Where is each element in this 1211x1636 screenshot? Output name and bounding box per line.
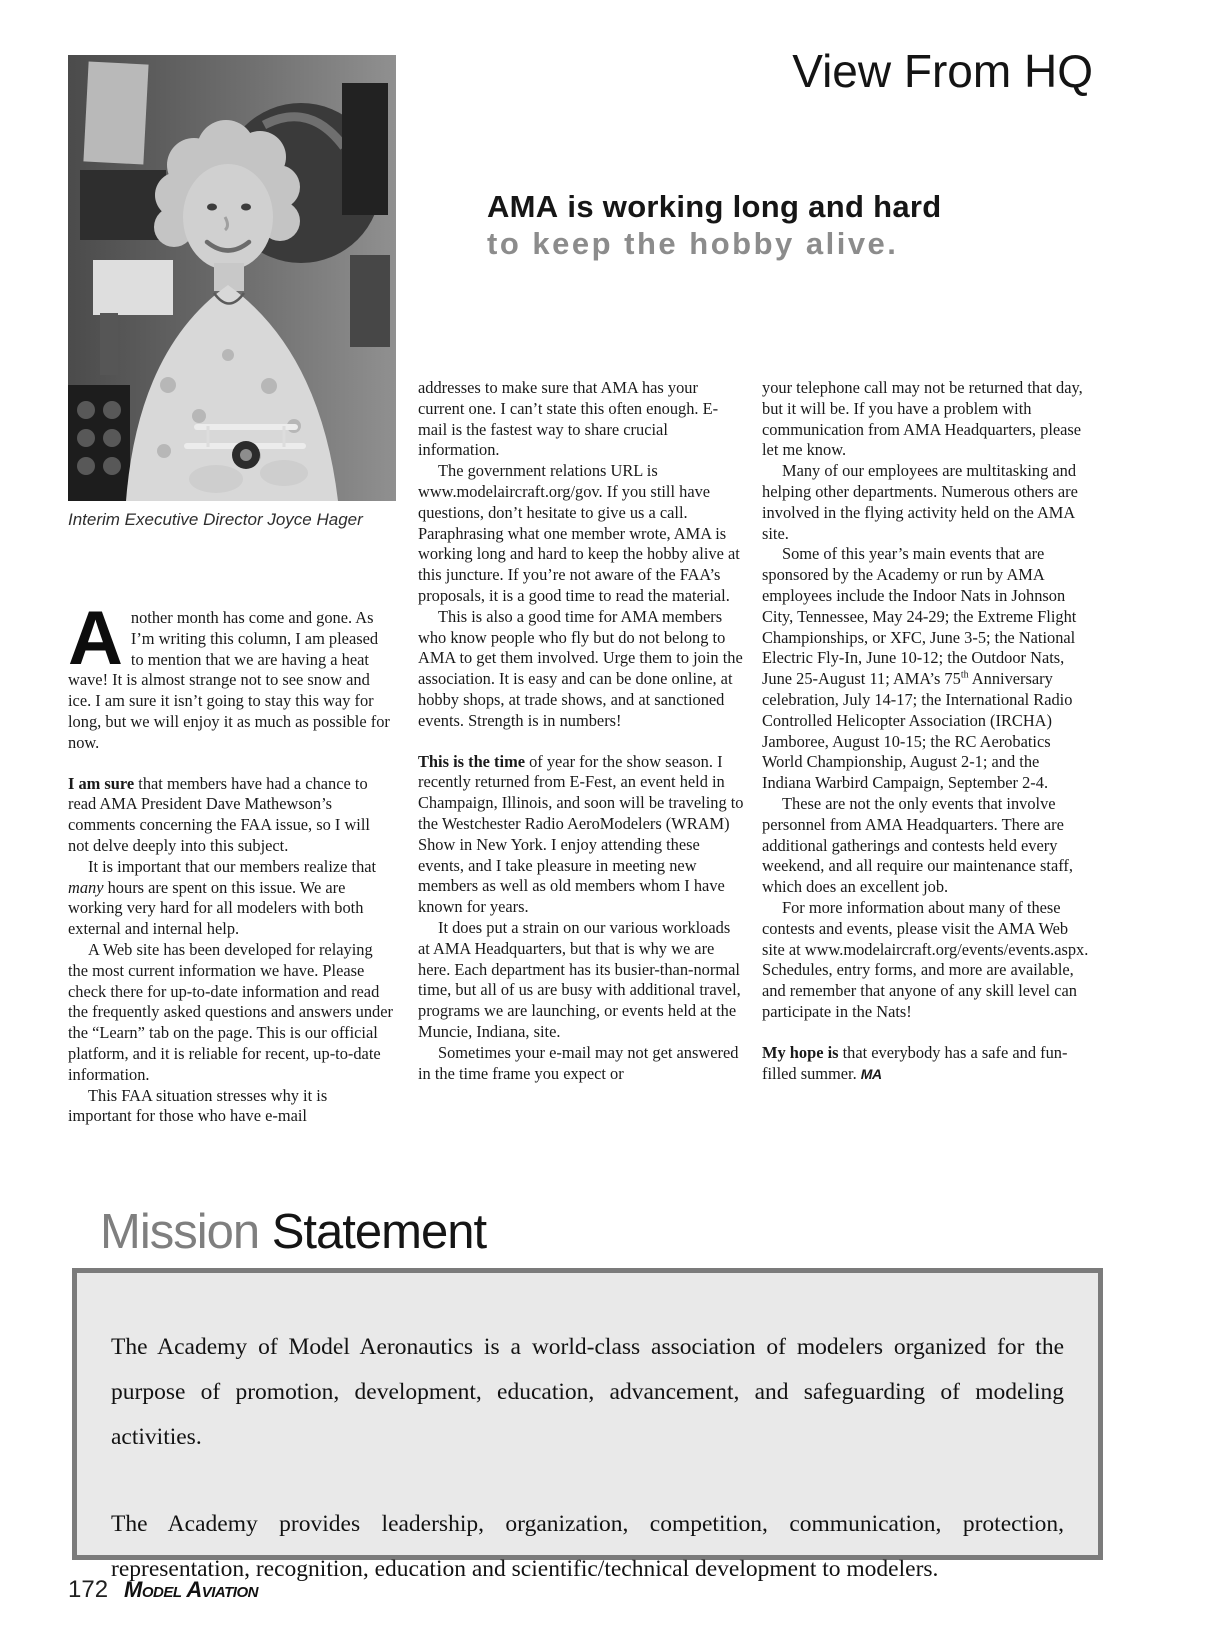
page-footer bbox=[68, 1576, 258, 1604]
article-paragraph bbox=[418, 607, 746, 732]
text-segment: addresses to make sure that AMA has your current one. I can’t state this often enough. E-mail is the fastest way to share crucial information. bbox=[418, 378, 719, 460]
text-segment: Sometimes your e-mail may not get answered in the time frame you expect or bbox=[418, 1042, 739, 1083]
mission-heading-gray: Mission bbox=[100, 1205, 260, 1259]
mission-paragraph: The Academy of Model Aeronautics is a world-class association of modelers organized for the purpose of promotion, development, education, advancement, and safeguarding of modeling activities. bbox=[111, 1334, 1064, 1450]
article-paragraph bbox=[762, 461, 1091, 544]
headline-lead: AMA bbox=[487, 189, 559, 224]
text-segment: Some of this year’s main events that are sponsored by the Academy or run by AMA employees include the Indoor Nats in Johnson City, Tennessee, May 24-29; the Extreme Flight Championships, or XFC, June 3-5; the National Electric Fly-In, June 10-12; the Outdoor Nats, June 25-August 11; AMA’s 75 bbox=[762, 544, 1077, 689]
mission-statement-heading bbox=[100, 1204, 486, 1260]
article-paragraph bbox=[68, 857, 394, 940]
article-paragraph bbox=[418, 461, 746, 607]
text-segment: It is important that our members realize that bbox=[88, 856, 377, 876]
text-segment: Many of our employees are multitasking and helping other departments. Numerous others are involved in the flying activity held on the AMA site. bbox=[762, 461, 1078, 543]
article-paragraph bbox=[418, 1043, 746, 1085]
text-segment: of year for the show season. I recently returned from E-Fest, an event held in Champaign, Illinois, and soon will be traveling to the Westchester Radio AeroModelers (WRAM) Show in New York. I enjoy attending these events, and I take pleasure in meeting new members as well as old members whom I have known for years. bbox=[418, 751, 744, 917]
mission-paragraph: The Academy provides leadership, organization, competition, communication, protection, representation, recognition, education and scientific/technical development to modelers. bbox=[111, 1511, 1064, 1582]
article-column-2 bbox=[418, 378, 746, 1084]
text-segment: These are not the only events that involve personnel from AMA Headquarters. There are additional gatherings and contests held every weekend, and all require our maintenance staff, which does an excellent job. bbox=[762, 793, 1073, 897]
page-number: 172 bbox=[68, 1576, 109, 1603]
text-segment: that members have had a chance to read AMA President Dave Mathewson’s comments concerning the FAA issue, so I will not delve deeply into this subject. bbox=[68, 773, 370, 855]
article-column-3 bbox=[762, 378, 1091, 1084]
headline-line2: to keep the hobby alive. bbox=[487, 226, 899, 261]
article-paragraph bbox=[68, 774, 394, 857]
text-segment: I am sure bbox=[68, 773, 135, 793]
text-segment: The government relations URL is www.modelaircraft.org/gov. If you still have questions, don’t hesitate to give us a call. Paraphrasing what one member wrote, AMA is working long and hard to keep the hobby alive at this juncture. If you’re not aware of the FAA’s proposals, it is a good time to read the material. bbox=[418, 461, 740, 605]
mission-statement-box bbox=[72, 1268, 1103, 1582]
magazine-logo: Model Aviation bbox=[124, 1577, 258, 1602]
article-paragraph bbox=[418, 752, 746, 918]
mission-heading-black: Statement bbox=[259, 1205, 487, 1259]
article-paragraph bbox=[762, 794, 1091, 898]
article-headline bbox=[487, 188, 1032, 262]
text-segment: that everybody has a safe and fun-filled summer. bbox=[762, 1042, 1068, 1083]
text-segment: A Web site has been developed for relaying the most current information we have. Please check there for up-to-date information and read the frequently asked questions and answers under the “Learn” tab on the page. This is our official platform, and it is reliable for recent, up-to-date information. bbox=[68, 939, 393, 1084]
article-paragraph bbox=[762, 898, 1091, 1023]
article-paragraph bbox=[418, 918, 746, 1043]
headline-line1-rest: is working long and hard bbox=[558, 189, 942, 224]
drop-cap: A bbox=[68, 596, 123, 681]
article-paragraph bbox=[68, 596, 394, 754]
text-segment: My hope is bbox=[762, 1042, 839, 1062]
text-segment: For more information about many of these contests and events, please visit the AMA Web site at www.modelaircraft.org/events/events.aspx. Schedules, entry forms, and more are available, and remember that anyone of any skill level can participate in the Nats! bbox=[762, 897, 1089, 1021]
headline-line1 bbox=[487, 188, 1032, 225]
text-segment: many bbox=[68, 877, 104, 897]
ma-end-logo: MA bbox=[860, 1065, 882, 1082]
article-paragraph bbox=[762, 378, 1091, 461]
portrait-photo-illustration bbox=[68, 55, 396, 501]
article-paragraph bbox=[68, 1086, 394, 1128]
article-paragraph bbox=[68, 940, 394, 1086]
text-segment: your telephone call may not be returned that day, but it will be. If you have a problem with communication from AMA Headquarters, please let me know. bbox=[762, 378, 1083, 460]
portrait-photo bbox=[68, 55, 396, 501]
article-paragraph bbox=[418, 378, 746, 461]
text-segment: th bbox=[960, 669, 969, 681]
text-segment: Anniversary celebration, July 14-17; the International Radio Controlled Helicopter Association (IRCHA) Jamboree, August 10-15; the RC Aerobatics World Championship, August 2-1; and the Indiana Warbird Campaign, September 2-4. bbox=[762, 669, 1073, 793]
text-segment: nother month has come and gone. As I’m writing this column, I am pleased to mention that we are having a heat wave! It is almost strange not to see snow and ice. I am sure it isn’t going to stay this way for long, but we will enjoy it as much as possible for now. bbox=[68, 608, 390, 752]
text-segment: It does put a strain on our various workloads at AMA Headquarters, but that is why we are here. Each department has its busier-than-normal time, but all of us are busy with additional travel, programs we are launching, or events held at the Muncie, Indiana, site. bbox=[418, 917, 741, 1041]
text-segment: hours are spent on this issue. We are working very hard for all modelers with both external and internal help. bbox=[68, 877, 364, 939]
article-paragraph bbox=[762, 1043, 1091, 1085]
photo-caption: Interim Executive Director Joyce Hager bbox=[68, 510, 363, 529]
text-segment: This FAA situation stresses why it is important for those who have e-mail bbox=[68, 1085, 328, 1126]
text-segment: This is the time bbox=[418, 751, 525, 771]
article-column-1 bbox=[68, 596, 394, 1127]
text-segment: This is also a good time for AMA members who know people who fly but do not belong to AMA to get them involved. Urge them to join the association. It is easy and can be done online, at hobby shops, at trade shows, and at sanctioned events. Strength is in numbers! bbox=[418, 606, 743, 730]
page-title: View From HQ bbox=[792, 45, 1093, 97]
article-paragraph bbox=[762, 544, 1091, 794]
